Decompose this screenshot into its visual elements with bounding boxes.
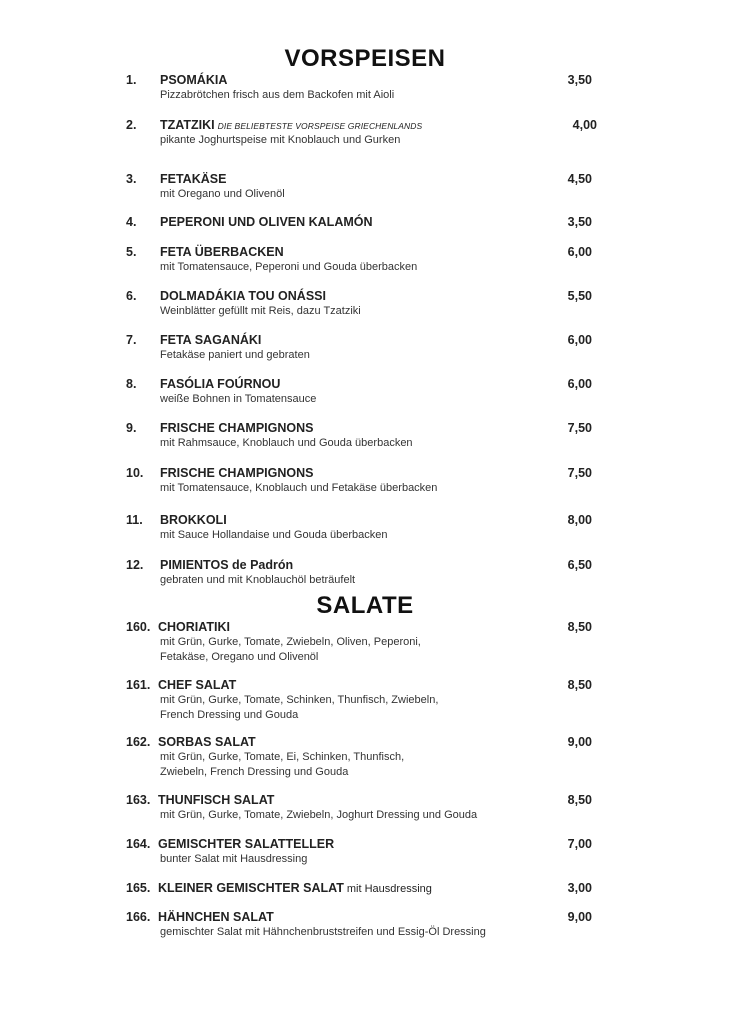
item-number: 164. <box>126 837 151 851</box>
menu-item-header <box>0 910 730 925</box>
item-name: FETA ÜBERBACKEN <box>160 245 284 259</box>
menu-item-header <box>0 333 730 348</box>
item-price: 7,50 <box>567 466 592 480</box>
item-description: mit Grün, Gurke, Tomate, Zwiebeln, Oliven, Peperoni, <box>160 636 421 648</box>
item-description: mit Grün, Gurke, Tomate, Zwiebeln, Joghurt Dressing und Gouda <box>160 809 478 821</box>
menu-item <box>0 215 730 230</box>
item-name-group <box>160 558 293 572</box>
menu-item <box>0 73 730 103</box>
item-number: 163. <box>126 793 151 807</box>
item-price: 6,50 <box>567 558 592 572</box>
menu-item-header <box>0 172 730 187</box>
item-name-group <box>160 513 227 527</box>
menu-item-header <box>0 466 730 481</box>
item-name: PSOMÁKIA <box>160 73 228 87</box>
item-description: mit Rahmsauce, Knoblauch und Gouda überbacken <box>160 437 413 449</box>
item-price: 7,00 <box>567 837 592 851</box>
item-name: PIMIENTOS de Padrón <box>160 558 294 572</box>
item-number: 4. <box>126 215 137 229</box>
item-description: gemischter Salat mit Hähnchenbruststreifen und Essig-Öl Dressing <box>160 926 486 938</box>
item-name: FRISCHE CHAMPIGNONS <box>160 466 314 480</box>
item-price: 3,50 <box>567 215 592 229</box>
menu-item <box>0 513 730 543</box>
menu-item-header <box>0 620 730 635</box>
item-description: mit Grün, Gurke, Tomate, Ei, Schinken, Thunfisch, <box>160 751 405 763</box>
item-description: Weinblätter gefüllt mit Reis, dazu Tzatziki <box>160 305 361 317</box>
item-name: CHORIATIKI <box>158 620 230 634</box>
menu-item <box>0 620 730 665</box>
menu-item-header <box>0 735 730 750</box>
item-price: 6,00 <box>567 377 592 391</box>
item-price: 3,50 <box>567 73 592 87</box>
item-name-group <box>160 377 280 391</box>
item-description: bunter Salat mit Hausdressing <box>160 853 308 865</box>
item-price: 8,50 <box>567 793 592 807</box>
item-description: mit Sauce Hollandaise und Gouda überbacken <box>160 529 388 541</box>
menu-item-header <box>0 377 730 392</box>
menu-item-header <box>0 421 730 436</box>
item-name: PEPERONI UND OLIVEN KALAMÓN <box>160 215 373 229</box>
item-number: 6. <box>126 289 137 303</box>
item-number: 12. <box>126 558 144 572</box>
menu-item <box>0 910 730 940</box>
menu-item-header <box>0 118 730 133</box>
item-name: FRISCHE CHAMPIGNONS <box>160 421 314 435</box>
menu-item <box>0 245 730 275</box>
item-note: DIE BELIEBTESTE VORSPEISE GRIECHENLANDS <box>217 121 423 131</box>
item-description: mit Tomatensauce, Peperoni und Gouda überbacken <box>160 261 418 273</box>
menu-item-header <box>0 215 730 230</box>
item-name-group <box>158 837 334 851</box>
item-price: 4,00 <box>572 118 597 132</box>
menu-item <box>0 172 730 202</box>
section-title-salate: SALATE <box>316 592 414 619</box>
item-name: FETA SAGANÁKI <box>160 333 262 347</box>
menu-item-header <box>0 881 730 896</box>
item-name: FETAKÄSE <box>160 172 227 186</box>
item-name: KLEINER GEMISCHTER SALAT <box>158 881 344 895</box>
item-number: 2. <box>126 118 137 132</box>
item-number: 162. <box>126 735 151 749</box>
menu-item <box>0 377 730 407</box>
item-price: 7,50 <box>567 421 592 435</box>
item-description: French Dressing und Gouda <box>160 709 299 721</box>
item-inline-description: mit Hausdressing <box>346 883 432 895</box>
item-name-group <box>158 881 432 895</box>
menu-item <box>0 118 730 148</box>
item-name: CHEF SALAT <box>158 678 237 692</box>
item-name: THUNFISCH SALAT <box>158 793 275 807</box>
item-description: gebraten und mit Knoblauchöl beträufelt <box>160 574 356 586</box>
item-description: mit Tomatensauce, Knoblauch und Fetakäse überbacken <box>160 482 438 494</box>
item-description: Pizzabrötchen frisch aus dem Backofen mit Aioli <box>160 89 395 101</box>
item-number: 166. <box>126 910 151 924</box>
item-number: 9. <box>126 421 137 435</box>
item-name: HÄHNCHEN SALAT <box>158 910 274 924</box>
item-price: 5,50 <box>567 289 592 303</box>
item-price: 9,00 <box>567 910 592 924</box>
item-price: 4,50 <box>567 172 592 186</box>
item-name: FASÓLIA FOÚRNOU <box>160 377 281 391</box>
item-description: mit Oregano und Olivenöl <box>160 188 285 200</box>
item-price: 6,00 <box>567 245 592 259</box>
item-name: BROKKOLI <box>160 513 227 527</box>
item-name-group <box>160 73 227 87</box>
item-name-group <box>158 910 274 924</box>
menu-item-header <box>0 73 730 88</box>
menu-item-header <box>0 558 730 573</box>
item-number: 165. <box>126 881 151 895</box>
item-price: 9,00 <box>567 735 592 749</box>
item-number: 161. <box>126 678 151 692</box>
item-name-group <box>158 620 230 634</box>
item-name-group <box>160 333 261 347</box>
item-name-group <box>160 245 284 259</box>
item-name-group <box>160 421 313 435</box>
menu-item <box>0 837 730 867</box>
item-number: 5. <box>126 245 137 259</box>
menu-item-header <box>0 513 730 528</box>
menu-item <box>0 421 730 451</box>
menu-item-header <box>0 837 730 852</box>
menu-item <box>0 678 730 723</box>
menu-item <box>0 735 730 780</box>
item-name-group <box>160 466 313 480</box>
menu-item-header <box>0 793 730 808</box>
item-name-group <box>160 172 226 186</box>
item-number: 1. <box>126 73 137 87</box>
item-description: weiße Bohnen in Tomatensauce <box>160 393 317 405</box>
item-price: 8,50 <box>567 678 592 692</box>
menu-item <box>0 558 730 588</box>
item-price: 8,50 <box>567 620 592 634</box>
menu-item <box>0 793 730 823</box>
menu-item-header <box>0 678 730 693</box>
item-price: 3,00 <box>567 881 592 895</box>
item-price: 8,00 <box>567 513 592 527</box>
section-title-vorspeisen: VORSPEISEN <box>284 45 446 72</box>
item-number: 8. <box>126 377 137 391</box>
menu-item <box>0 333 730 363</box>
item-name-group <box>160 118 422 132</box>
menu-item <box>0 466 730 496</box>
item-name-group <box>158 678 236 692</box>
item-description: mit Grün, Gurke, Tomate, Schinken, Thunfisch, Zwiebeln, <box>160 694 439 706</box>
item-price: 6,00 <box>567 333 592 347</box>
menu-item <box>0 289 730 319</box>
item-name: SORBAS SALAT <box>158 735 256 749</box>
item-number: 11. <box>126 513 143 527</box>
item-name-group <box>160 215 373 229</box>
item-name-group <box>160 289 326 303</box>
menu-item-header <box>0 289 730 304</box>
item-number: 160. <box>126 620 151 634</box>
item-number: 10. <box>126 466 144 480</box>
item-description: Fetakäse, Oregano und Olivenöl <box>160 651 319 663</box>
item-number: 3. <box>126 172 137 186</box>
item-description: Zwiebeln, French Dressing und Gouda <box>160 766 349 778</box>
item-number: 7. <box>126 333 137 347</box>
item-name-group <box>158 793 274 807</box>
item-name: TZATZIKI <box>160 118 215 132</box>
item-name: DOLMADÁKIA TOU ONÁSSI <box>160 289 326 303</box>
item-description: pikante Joghurtspeise mit Knoblauch und Gurken <box>160 134 401 146</box>
item-name-group <box>158 735 256 749</box>
menu-item <box>0 881 730 896</box>
item-description: Fetakäse paniert und gebraten <box>160 349 310 361</box>
item-name: GEMISCHTER SALATTELLER <box>158 837 335 851</box>
menu-item-header <box>0 245 730 260</box>
